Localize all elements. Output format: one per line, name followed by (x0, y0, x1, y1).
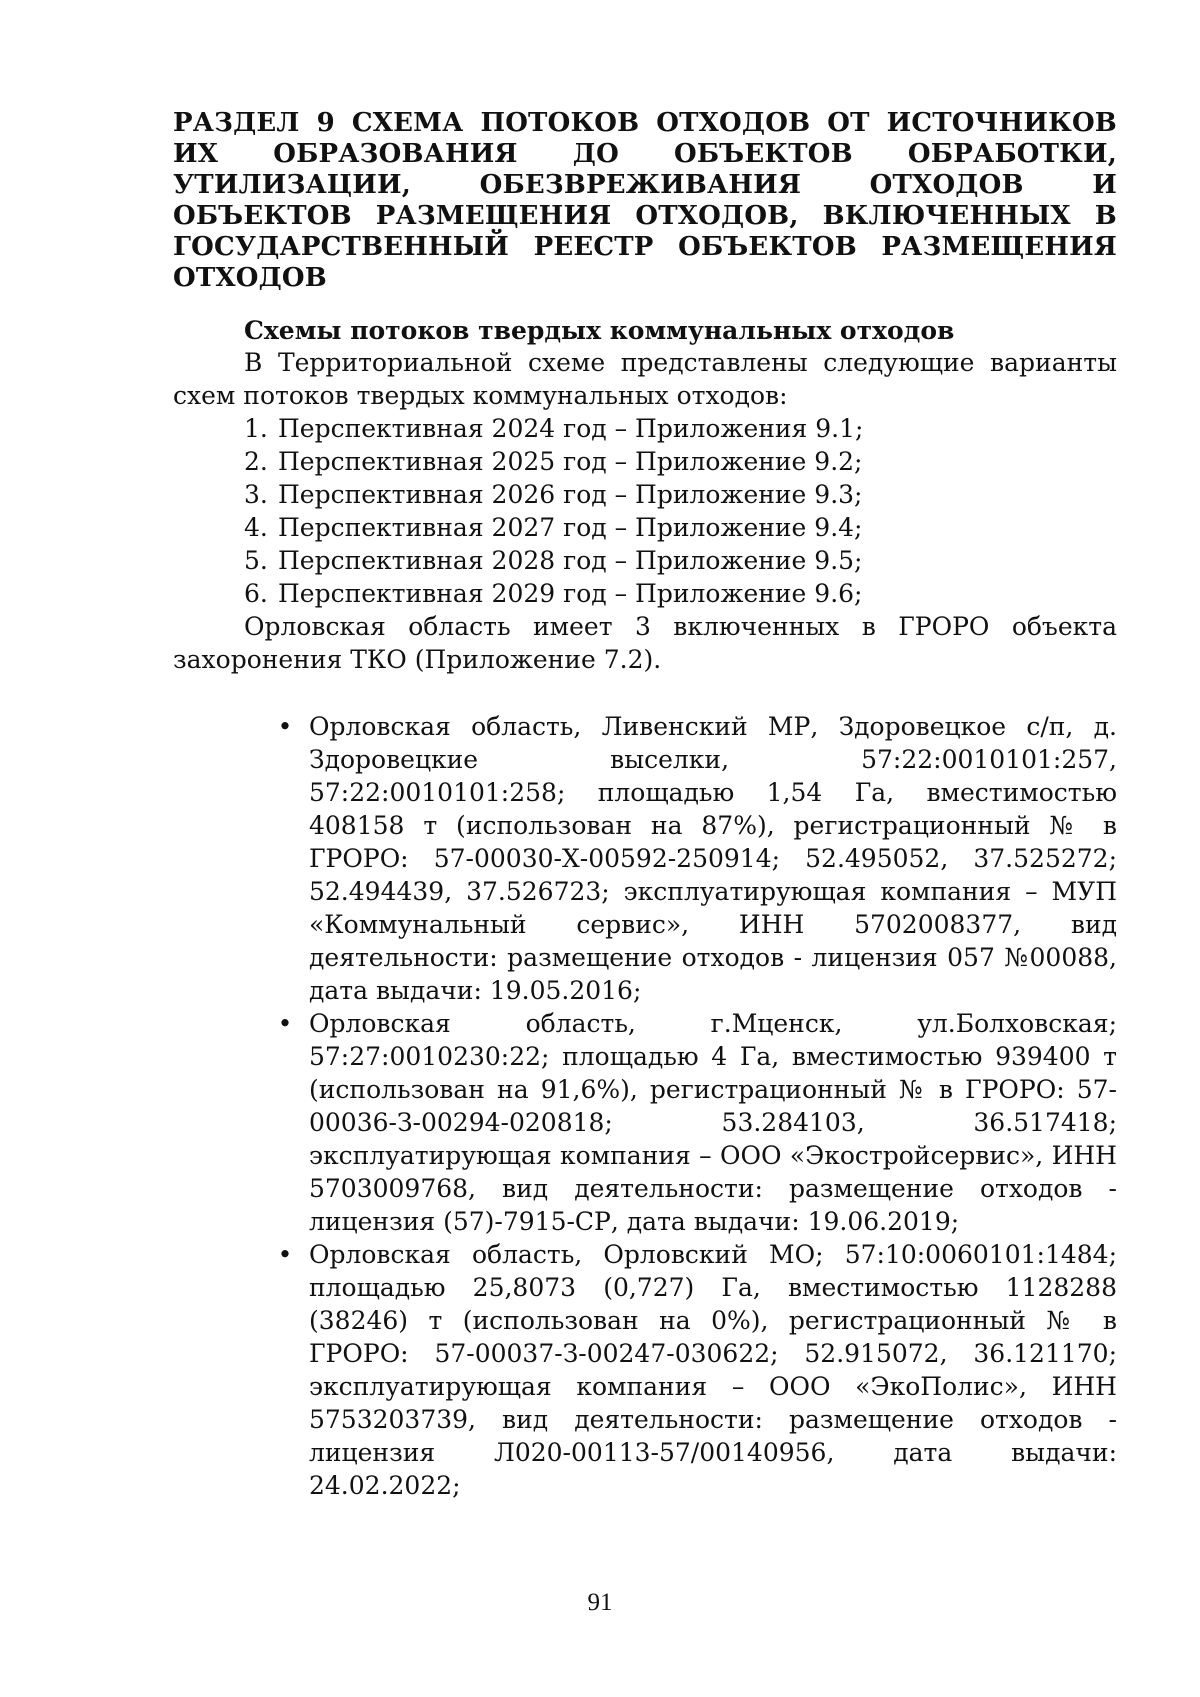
list-item (244, 511, 1117, 544)
list-item (244, 412, 1117, 445)
disposal-site-item (173, 1007, 1117, 1238)
bullet-icon: • (277, 1009, 293, 1038)
list-item (244, 544, 1117, 577)
list-item-text: Перспективная 2029 год – Приложение 9.6; (278, 579, 863, 608)
disposal-site-item (173, 710, 1117, 1007)
subsection-title: Схемы потоков твердых коммунальных отходов (244, 316, 955, 345)
disposal-sites-list (173, 710, 1117, 1502)
list-item (244, 445, 1117, 478)
page-number: 91 (587, 1589, 613, 1616)
list-item-text: Перспективная 2025 год – Приложение 9.2; (278, 447, 863, 476)
section-title: РАЗДЕЛ 9 СХЕМА ПОТОКОВ ОТХОДОВ ОТ ИСТОЧНИКОВ ИХ ОБРАЗОВАНИЯ ДО ОБЪЕКТОВ ОБРАБОТКИ, УТИЛИЗАЦИИ, ОБЕЗВРЕЖИВАНИЯ ОТХОДОВ И ОБЪЕКТОВ РАЗМЕЩЕНИЯ ОТХОДОВ, ВКЛЮЧЕННЫХ В ГОСУДАРСТВЕННЫЙ РЕЕСТР ОБЪЕКТОВ РАЗМЕЩЕНИЯ ОТХОДОВ (173, 108, 1117, 293)
disposal-site-text: Орловская область, Ливенский МР, Здоровецкое с/п, д. Здоровецкие выселки, 57:22:0010101:257, 57:22:0010101:258; площадью 1,54 Га, вместимостью 408158 т (использован на 87%), регистрационный № в ГРОРО: 57-00030-Х-00592-250914; 52.495052, 37.525272; 52.494439, 37.526723; эксплуатирующая компания – МУП «Коммунальный сервис», ИНН 5702008377, вид деятельности: размещение отходов - лицензия 057 №00088, дата выдачи: 19.05.2016; (309, 712, 1117, 1005)
list-item-number: 2. (244, 447, 268, 476)
list-item-number: 5. (244, 546, 268, 575)
region-paragraph: Орловская область имеет 3 включенных в ГРОРО объекта захоронения ТКО (Приложение 7.2). (173, 612, 1117, 674)
disposal-site-item (173, 1238, 1117, 1502)
bullet-icon: • (277, 1240, 293, 1269)
document-page (173, 108, 1117, 1502)
list-item-number: 1. (244, 414, 268, 443)
list-item (244, 577, 1117, 610)
list-item-text: Перспективная 2026 год – Приложение 9.3; (278, 480, 863, 509)
list-item-number: 6. (244, 579, 268, 608)
list-item-text: Перспективная 2028 год – Приложение 9.5; (278, 546, 863, 575)
intro-paragraph: В Территориальной схеме представлены следующие варианты схем потоков твердых коммунальных отходов: (173, 348, 1117, 410)
list-item-number: 3. (244, 480, 268, 509)
list-item-text: Перспективная 2024 год – Приложения 9.1; (278, 414, 864, 443)
list-item (244, 478, 1117, 511)
bullet-icon: • (277, 712, 293, 741)
list-item-text: Перспективная 2027 год – Приложение 9.4; (278, 513, 863, 542)
variants-list (173, 412, 1117, 610)
list-item-number: 4. (244, 513, 268, 542)
disposal-site-text: Орловская область, г.Мценск, ул.Болховская; 57:27:0010230:22; площадью 4 Га, вместимостью 939400 т (использован на 91,6%), регистрационный № в ГРОРО: 57-00036-З-00294-020818; 53.284103, 36.517418; эксплуатирующая компания – ООО «Экостройсервис», ИНН 5703009768, вид деятельности: размещение отходов - лицензия (57)-7915-СР, дата выдачи: 19.06.2019; (309, 1009, 1117, 1236)
disposal-site-text: Орловская область, Орловский МО; 57:10:0060101:1484; площадью 25,8073 (0,727) Га, вместимостью 1128288 (38246) т (использован на 0%), регистрационный № в ГРОРО: 57-00037-З-00247-030622; 52.915072, 36.121170; эксплуатирующая компания – ООО «ЭкоПолис», ИНН 5753203739, вид деятельности: размещение отходов - лицензия Л020-00113-57/00140956, дата выдачи: 24.02.2022; (309, 1240, 1117, 1500)
